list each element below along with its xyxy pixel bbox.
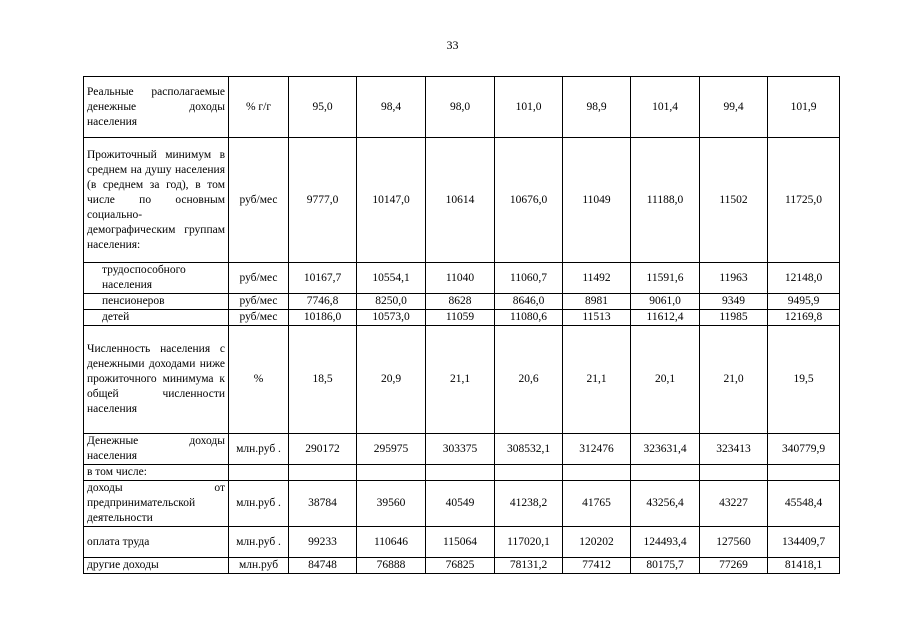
table-cell: 11188,0 (631, 138, 700, 263)
table-cell: 323631,4 (631, 434, 700, 465)
row-label: детей (84, 310, 229, 326)
table-cell: 43227 (700, 481, 768, 527)
table-cell: 101,0 (495, 77, 563, 138)
table-cell: 9495,9 (768, 294, 840, 310)
table-cell: 340779,9 (768, 434, 840, 465)
table-cell: 303375 (426, 434, 495, 465)
table-cell: 10676,0 (495, 138, 563, 263)
table-cell: 12148,0 (768, 263, 840, 294)
table-cell: 76825 (426, 558, 495, 574)
table-cell: 43256,4 (631, 481, 700, 527)
table-row-including (84, 465, 840, 481)
page-number: 33 (446, 38, 459, 52)
table-cell: 11059 (426, 310, 495, 326)
row-label: трудоспособного населения (84, 263, 229, 294)
table-cell: 115064 (426, 527, 495, 558)
row-label: доходы от предпринимательской деятельности (84, 481, 229, 527)
table-cell: 12169,8 (768, 310, 840, 326)
row-unit: % (229, 326, 289, 434)
row-unit: % г/г (229, 77, 289, 138)
table-cell: 11985 (700, 310, 768, 326)
table-cell: 98,4 (357, 77, 426, 138)
table-cell: 99233 (289, 527, 357, 558)
table-cell: 312476 (563, 434, 631, 465)
table-cell: 11725,0 (768, 138, 840, 263)
row-label: другие доходы (84, 558, 229, 574)
table-cell: 76888 (357, 558, 426, 574)
table-cell-empty (768, 465, 840, 481)
table-cell: 10167,7 (289, 263, 357, 294)
table-cell-empty (426, 465, 495, 481)
table-cell-empty (229, 465, 289, 481)
row-label: Денежные доходы населения (84, 434, 229, 465)
row-unit: млн.руб . (229, 481, 289, 527)
table-cell: 11060,7 (495, 263, 563, 294)
row-unit: руб/мес (229, 310, 289, 326)
table-cell: 95,0 (289, 77, 357, 138)
table-cell: 7746,8 (289, 294, 357, 310)
table-cell: 101,4 (631, 77, 700, 138)
row-label: в том числе: (84, 465, 229, 481)
table-cell: 11502 (700, 138, 768, 263)
table-cell: 38784 (289, 481, 357, 527)
table-cell-empty (700, 465, 768, 481)
table-cell: 77412 (563, 558, 631, 574)
table-row-pensioners (84, 294, 840, 310)
row-unit: руб/мес (229, 138, 289, 263)
table-cell: 10554,1 (357, 263, 426, 294)
row-label: Прожиточный минимум в среднем на душу населения (в среднем за год), в том числе по основным социально-демографическим группам населения: (84, 138, 229, 263)
table-cell: 10614 (426, 138, 495, 263)
table-cell-empty (563, 465, 631, 481)
table-cell: 323413 (700, 434, 768, 465)
table-cell: 127560 (700, 527, 768, 558)
table-cell: 77269 (700, 558, 768, 574)
table-row-working-age (84, 263, 840, 294)
table-cell: 11591,6 (631, 263, 700, 294)
table-cell: 45548,4 (768, 481, 840, 527)
table-cell: 20,9 (357, 326, 426, 434)
table-cell: 11040 (426, 263, 495, 294)
table-cell: 8250,0 (357, 294, 426, 310)
table-cell: 41765 (563, 481, 631, 527)
row-unit: руб/мес (229, 294, 289, 310)
table-cell-empty (495, 465, 563, 481)
table-cell: 295975 (357, 434, 426, 465)
table-cell: 8628 (426, 294, 495, 310)
row-label: Реальные располагаемые денежные доходы населения (84, 77, 229, 138)
table-cell-empty (631, 465, 700, 481)
table-cell: 10573,0 (357, 310, 426, 326)
table-cell: 98,9 (563, 77, 631, 138)
table-cell: 78131,2 (495, 558, 563, 574)
row-label: оплата труда (84, 527, 229, 558)
table-cell: 20,1 (631, 326, 700, 434)
row-label: Численность населения с денежными доходами ниже прожиточного минимума к общей численности населения (84, 326, 229, 434)
table-cell: 84748 (289, 558, 357, 574)
table-cell: 11080,6 (495, 310, 563, 326)
table-cell: 98,0 (426, 77, 495, 138)
table-cell: 99,4 (700, 77, 768, 138)
table-row-subsistence-minimum (84, 138, 840, 263)
table-cell: 9349 (700, 294, 768, 310)
table-row-business-income (84, 481, 840, 527)
table-cell: 41238,2 (495, 481, 563, 527)
table-cell: 308532,1 (495, 434, 563, 465)
table-cell: 290172 (289, 434, 357, 465)
table-cell: 10186,0 (289, 310, 357, 326)
table-cell-empty (289, 465, 357, 481)
table-cell: 21,1 (563, 326, 631, 434)
table-cell: 11963 (700, 263, 768, 294)
row-label: пенсионеров (84, 294, 229, 310)
table-row-money-income (84, 434, 840, 465)
table-cell: 9061,0 (631, 294, 700, 310)
table-row-other-income (84, 558, 840, 574)
table-row-real-income (84, 77, 840, 138)
row-unit: млн.руб (229, 558, 289, 574)
table-cell: 120202 (563, 527, 631, 558)
table-row-children (84, 310, 840, 326)
table-cell: 80175,7 (631, 558, 700, 574)
table-cell: 8646,0 (495, 294, 563, 310)
table-cell: 124493,4 (631, 527, 700, 558)
table-row-below-minimum (84, 326, 840, 434)
table-cell: 10147,0 (357, 138, 426, 263)
table-cell: 40549 (426, 481, 495, 527)
table-cell: 21,1 (426, 326, 495, 434)
row-unit: млн.руб . (229, 527, 289, 558)
row-unit: руб/мес (229, 263, 289, 294)
table-cell: 8981 (563, 294, 631, 310)
table-cell: 18,5 (289, 326, 357, 434)
row-unit: млн.руб . (229, 434, 289, 465)
table-cell: 110646 (357, 527, 426, 558)
table-cell: 134409,7 (768, 527, 840, 558)
table-cell: 20,6 (495, 326, 563, 434)
table-cell: 11513 (563, 310, 631, 326)
table-cell: 11492 (563, 263, 631, 294)
table-cell: 21,0 (700, 326, 768, 434)
table-cell: 11612,4 (631, 310, 700, 326)
table-cell-empty (357, 465, 426, 481)
table-cell: 9777,0 (289, 138, 357, 263)
table-cell: 81418,1 (768, 558, 840, 574)
table-cell: 39560 (357, 481, 426, 527)
table-cell: 19,5 (768, 326, 840, 434)
table-cell: 101,9 (768, 77, 840, 138)
table-cell: 11049 (563, 138, 631, 263)
statistics-table (83, 76, 840, 574)
table-cell: 117020,1 (495, 527, 563, 558)
table-row-wages (84, 527, 840, 558)
